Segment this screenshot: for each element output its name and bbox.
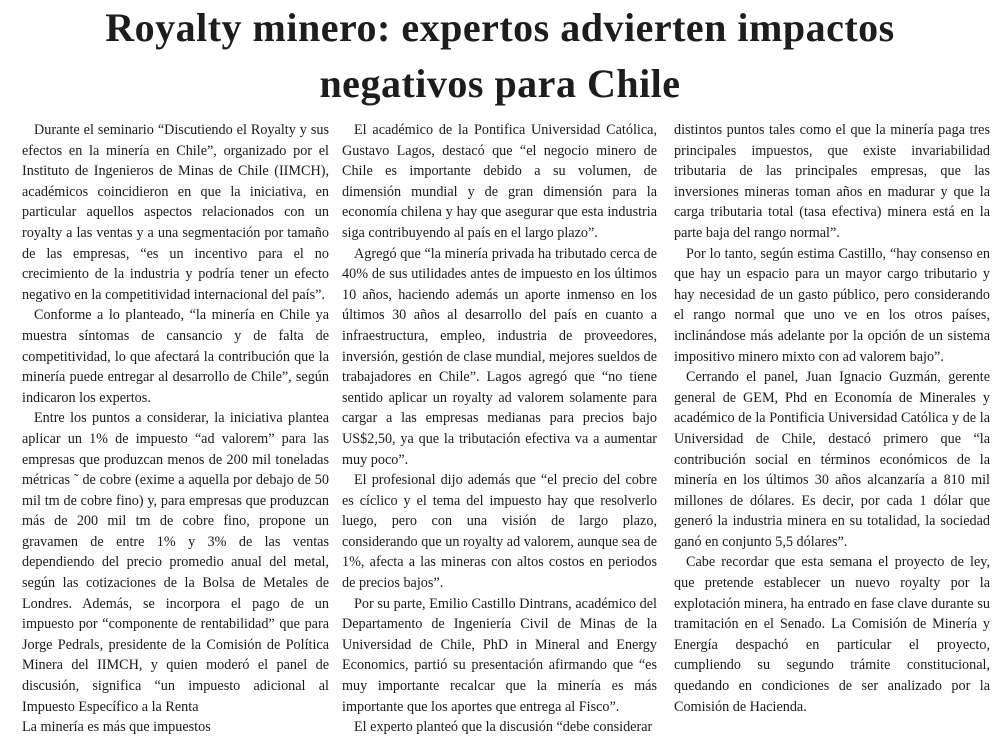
paragraph: Entre los puntos a considerar, la iniciativa plantea aplicar un 1% de impuesto “ad valorem” para las empresas que produzcan menos de 200 mil toneladas métricas ˜ de cobre (exime a aquella por debajo de 50 mil tm de cobre fino) y, para empresas que produzcan más de 200 mil tm de cobre fino, propone un gravamen de entre 1% y 3% de las ventas dependiendo del precio promedio anual del metal, según las cotizaciones de la Bolsa de Metales de Londres. Además, se incorpora el pago de un impuesto por “componente de rentabilidad” que para Jorge Pedrals, presidente de la Comisión de Política Minera del IIMCH, y quien moderó el panel de discusión, significa “un impuesto adicional al Impuesto Específico a la Renta	[22, 410, 329, 715]
paragraph: Por lo tanto, según estima Castillo, “hay consenso en que hay un espacio para un mayor cargo tributario y hay necesidad de un gasto público, pero considerando el rango normal que uno ve en los otros países, inclinándose más adelante por la opción de un sistema impositivo minero mixto con ad valorem bajo”.	[674, 245, 990, 365]
paragraph: El experto planteó que la discusión “debe considerar	[354, 719, 653, 736]
headline-line-1: Royalty minero: expertos advierten impactos	[105, 5, 895, 50]
column-1	[22, 120, 329, 736]
paragraph: El académico de la Pontifica Universidad Católica, Gustavo Lagos, destacó que “el negocio minero de Chile es importante debido a su volumen, de dimensión mundial y de gran dimensión para la economía chilena y hay que asegurar que esta industria siga contribuyendo al país en el largo plazo”.	[342, 122, 657, 241]
article-headline	[0, 0, 1000, 112]
paragraph: Conforme a lo planteado, “la minería en Chile ya muestra síntomas de cansancio y de falta de competitividad, lo que afectará la contribución que la minería puede entregar al desarrollo de Chile”, según indicaron los expertos.	[22, 307, 329, 406]
paragraph: Por su parte, Emilio Castillo Dintrans, académico del Departamento de Ingeniería Civil de Minas de la Universidad de Chile, PhD in Mineral and Energy Economics, partió su presentación afirmando que “es muy importante recalcar que la minería es más importante que los aportes que entrega al Fisco”.	[342, 595, 657, 715]
column-3	[674, 120, 990, 715]
paragraph-continued: distintos puntos tales como el que la minería paga tres principales impuestos, que existe invariabilidad tributaria de las principales empresas, que las inversiones mineras toman años en madurar y que la carga tributaria total (tasa efectiva) minera está en la parte baja del rango normal”.	[674, 122, 990, 241]
paragraph: Cerrando el panel, Juan Ignacio Guzmán, gerente general de GEM, Phd en Economía de Minerales y académico de la Pontificia Universidad Católica y de la Universidad de Chile, destacó primero que “la contribución social en términos económicos de la minería en los últimos 30 años alcanzaría a 810 mil millones de dólares. Es decir, por cada 1 dólar que generó la industria minera en su totalidad, la sociedad ganó en conjunto 5,5 dólares”.	[674, 369, 990, 550]
headline-line-2: negativos para Chile	[319, 61, 681, 106]
paragraph: Agregó que “la minería privada ha tributado cerca de 40% de sus utilidades antes de impuesto en los últimos 10 años, haciendo además un aporte inmenso en los últimos 30 años al desarrollo del país en cuanto a infraestructura, empleo, industria de proveedores, inversión, gestión de clase mundial, mejores sueldos de trabajadores en Chile”. Lagos agregó que “no tiene sentido aplicar un royalty ad valorem solamente para cargar a las empresas medianas para precios bajo US$2,50, ya que la tributación efectiva va a aumentar muy poco”.	[342, 245, 657, 468]
paragraph: Durante el seminario “Discutiendo el Royalty y sus efectos en la minería en Chile”, organizado por el Instituto de Ingenieros de Minas de Chile (IIMCH), académicos coincidieron en que la iniciativa, en particular aquellos aspectos relacionados con un royalty a las ventas y a una segmentación por tamaño de las empresas, “es un incentivo para el no crecimiento de la industria y podría tener un efecto negativo en la competitividad internacional del país”.	[22, 122, 329, 303]
paragraph: El profesional dijo además que “el precio del cobre es cíclico y el tema del impuesto hay que resolverlo luego, pero con una visión de largo plazo, considerando que un royalty ad valorem, aunque sea de 1%, afecta a las mineras con altos costos en periodos de precios bajos”.	[342, 472, 657, 592]
section-subhead: La minería es más que impuestos	[22, 719, 211, 736]
paragraph: Cabe recordar que esta semana el proyecto de ley, que pretende establecer un nuevo royalty por la explotación minera, ha entrado en fase clave durante su tramitación en el Senado. La Comisión de Minería y Energía despachó en particular el proyecto, cumpliendo su segundo trámite constitucional, quedando en condiciones de ser analizado por la Comisión de Hacienda.	[674, 554, 990, 715]
column-2	[342, 120, 657, 736]
